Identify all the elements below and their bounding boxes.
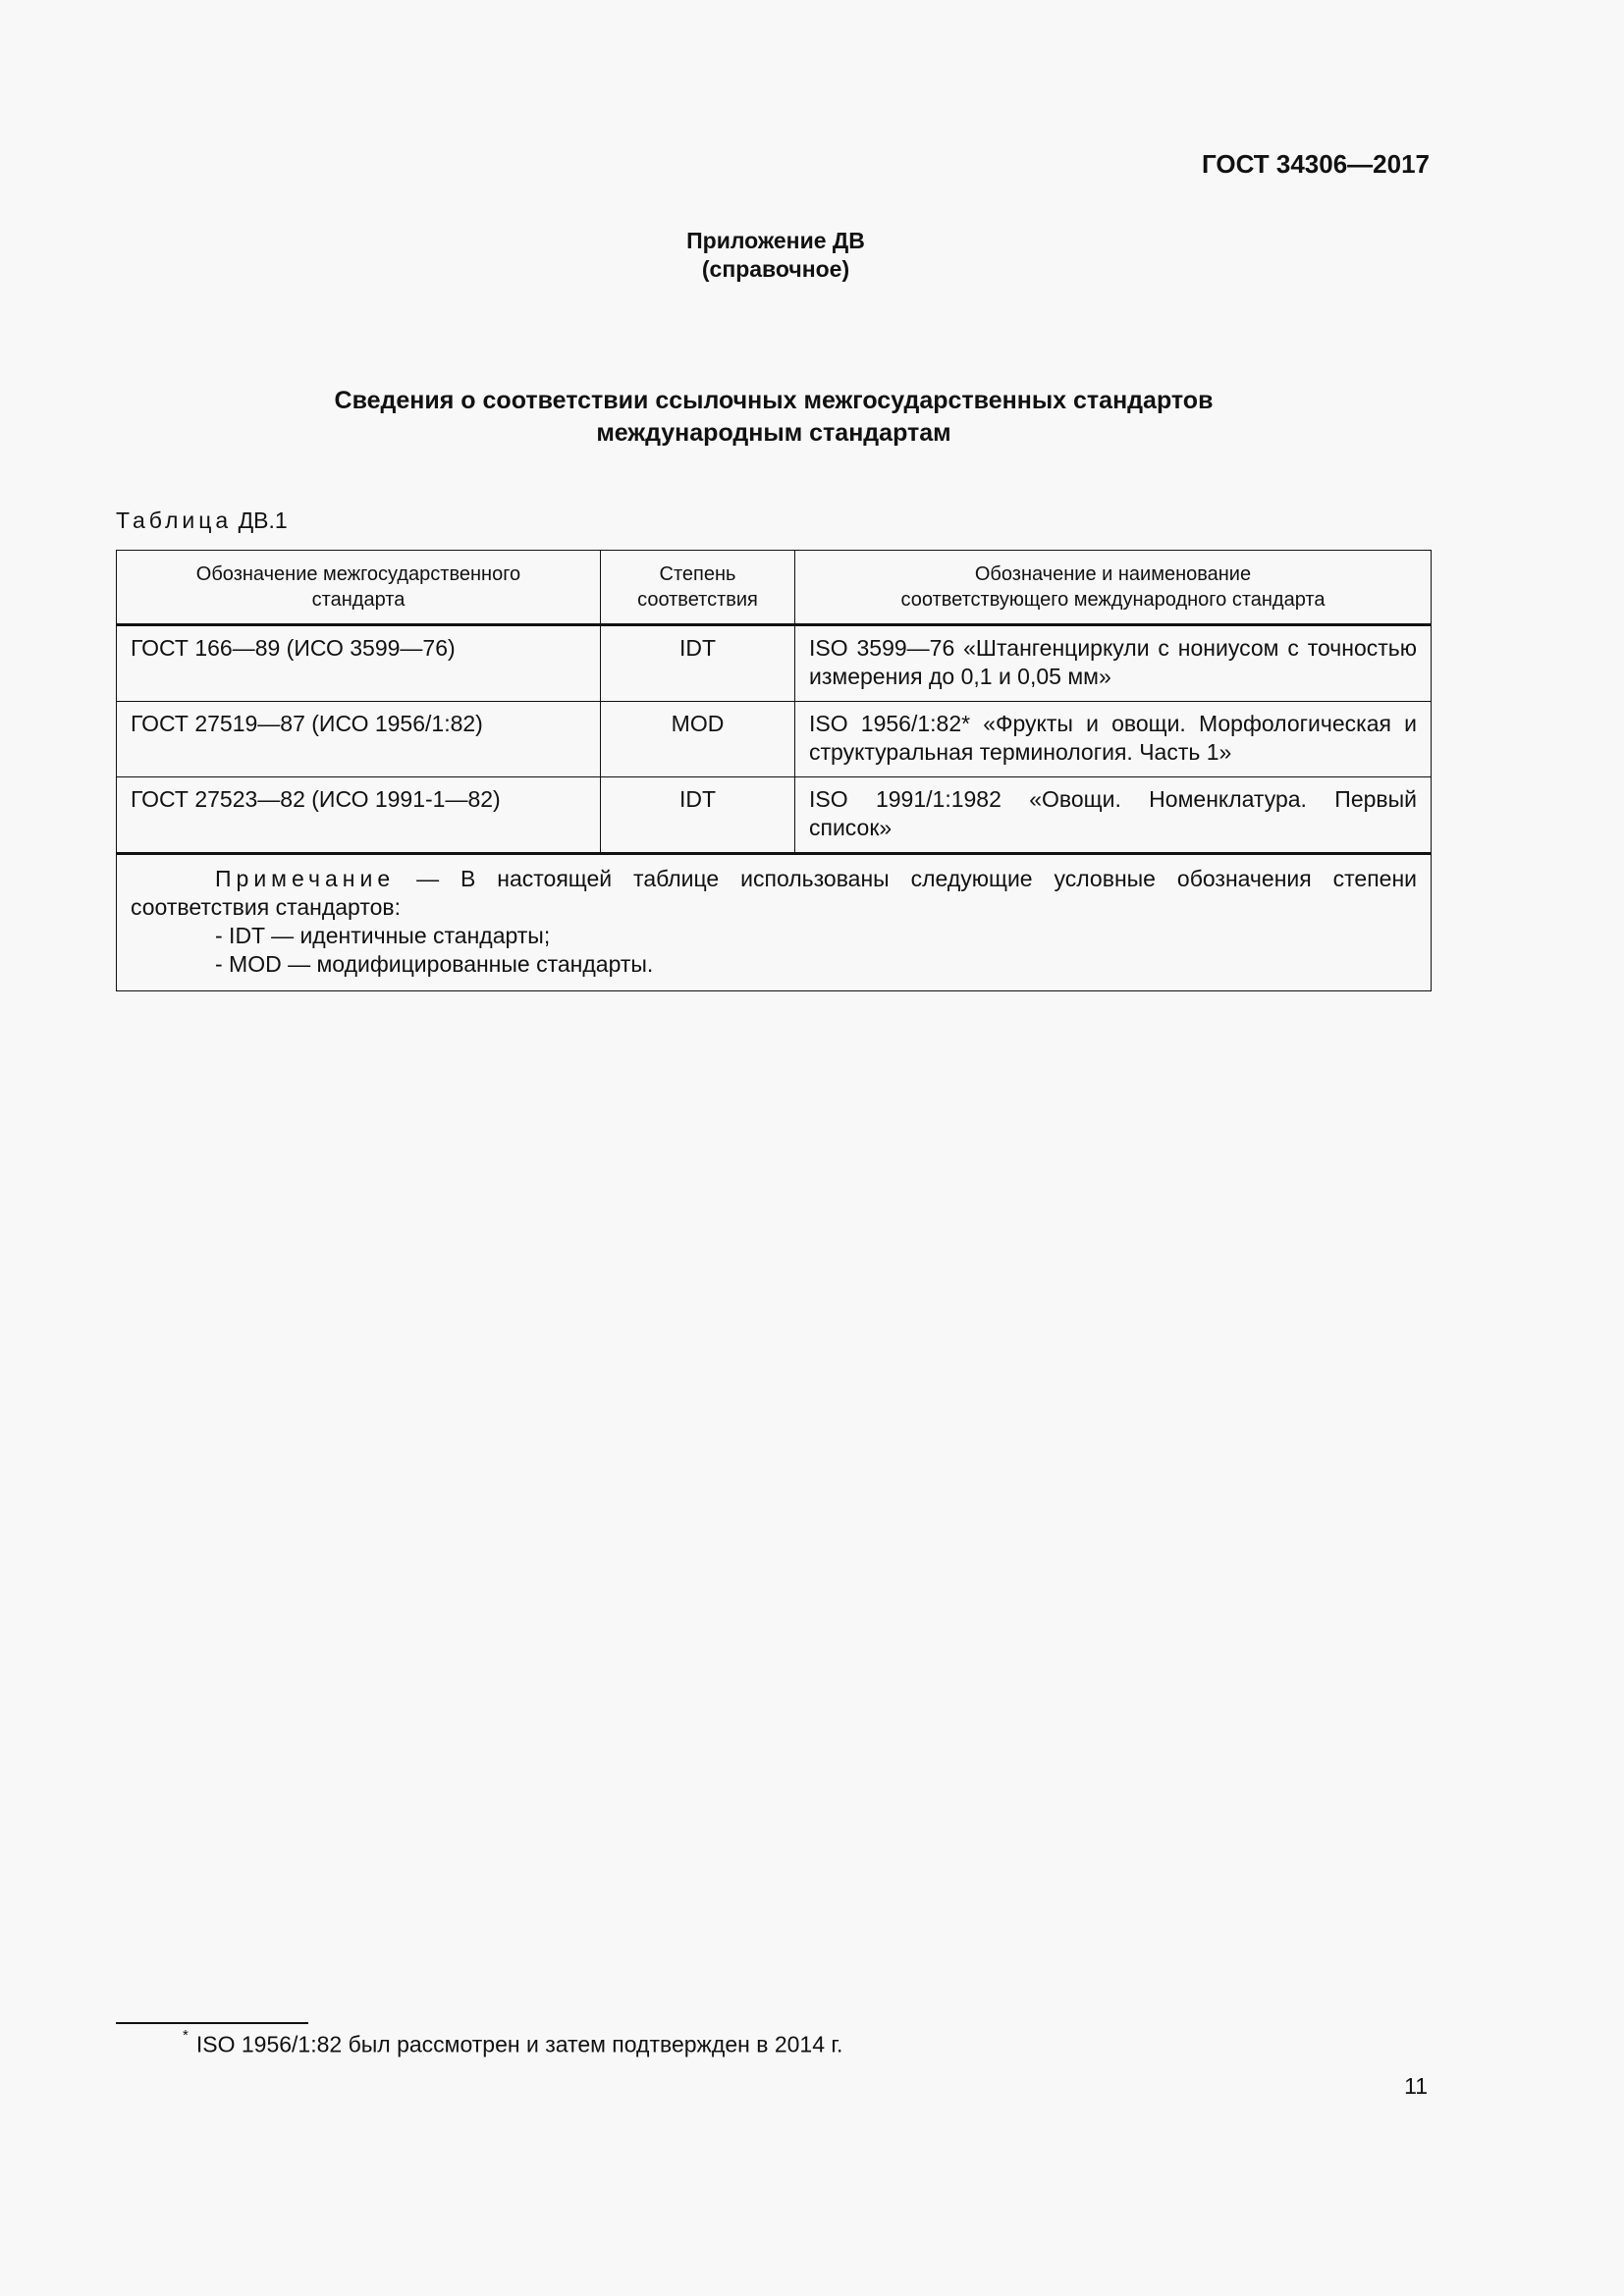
appendix-heading	[0, 227, 1551, 284]
header-international-line-2: соответствующего международного стандарта	[900, 589, 1326, 611]
table-label	[116, 507, 288, 534]
footnote-separator	[116, 2022, 308, 2024]
cell-degree: MOD	[601, 702, 795, 777]
table-row	[117, 702, 1432, 777]
note-dash: —	[395, 866, 461, 891]
table-note-row	[117, 854, 1432, 991]
cell-international: ISO 1991/1:1982 «Овощи. Номенклатура. Первый список»	[795, 777, 1432, 854]
note-item-idt: - IDT — идентичные стандарты;	[215, 923, 551, 948]
page-number: 11	[1404, 2073, 1428, 2099]
cell-degree: IDT	[601, 625, 795, 702]
note-body: В настоящей таблице использованы следующие условные обозначения степени соответствия стандартов:	[131, 866, 1418, 920]
section-title	[0, 385, 1547, 450]
table-note	[117, 854, 1432, 991]
section-title-line-2: международным стандартам	[596, 419, 951, 447]
table-row	[117, 777, 1432, 854]
appendix-subtitle: (справочное)	[701, 256, 850, 282]
footnote-marker: *	[183, 2027, 189, 2044]
note-text	[131, 865, 1417, 922]
footnote	[183, 2027, 843, 2058]
document-code: ГОСТ 34306—2017	[1202, 149, 1430, 179]
section-title-line-1: Сведения о соответствии ссылочных межгосударственных стандартов	[334, 387, 1214, 414]
note-item-mod: - MOD — модифицированные стандарты.	[215, 951, 654, 977]
header-standard-line-2: стандарта	[311, 589, 406, 611]
header-degree	[601, 551, 795, 625]
table-row	[117, 625, 1432, 702]
header-degree-line-2: соответствия	[637, 589, 758, 611]
cell-international: ISO 1956/1:82* «Фрукты и овощи. Морфологическая и структуральная терминология. Часть 1»	[795, 702, 1432, 777]
cell-degree: IDT	[601, 777, 795, 854]
header-standard-line-1: Обозначение межгосударственного	[195, 563, 521, 585]
correspondence-table	[116, 550, 1432, 991]
table-label-number: ДВ.1	[238, 507, 288, 533]
header-international-line-1: Обозначение и наименование	[974, 563, 1252, 585]
header-standard	[117, 551, 601, 625]
cell-standard: ГОСТ 27523—82 (ИСО 1991-1—82)	[117, 777, 601, 854]
cell-international: ISO 3599—76 «Штангенциркули с нониусом с точностью измерения до 0,1 и 0,05 мм»	[795, 625, 1432, 702]
appendix-title: Приложение ДВ	[686, 228, 865, 253]
note-label: Примечание	[215, 866, 396, 891]
header-degree-line-1: Степень	[659, 563, 736, 585]
cell-standard: ГОСТ 166—89 (ИСО 3599—76)	[117, 625, 601, 702]
footnote-text: ISO 1956/1:82 был рассмотрен и затем подтвержден в 2014 г.	[195, 2031, 843, 2057]
cell-standard: ГОСТ 27519—87 (ИСО 1956/1:82)	[117, 702, 601, 777]
table-header-row	[117, 551, 1432, 625]
header-international	[795, 551, 1432, 625]
table-label-word: Таблица	[116, 507, 233, 533]
